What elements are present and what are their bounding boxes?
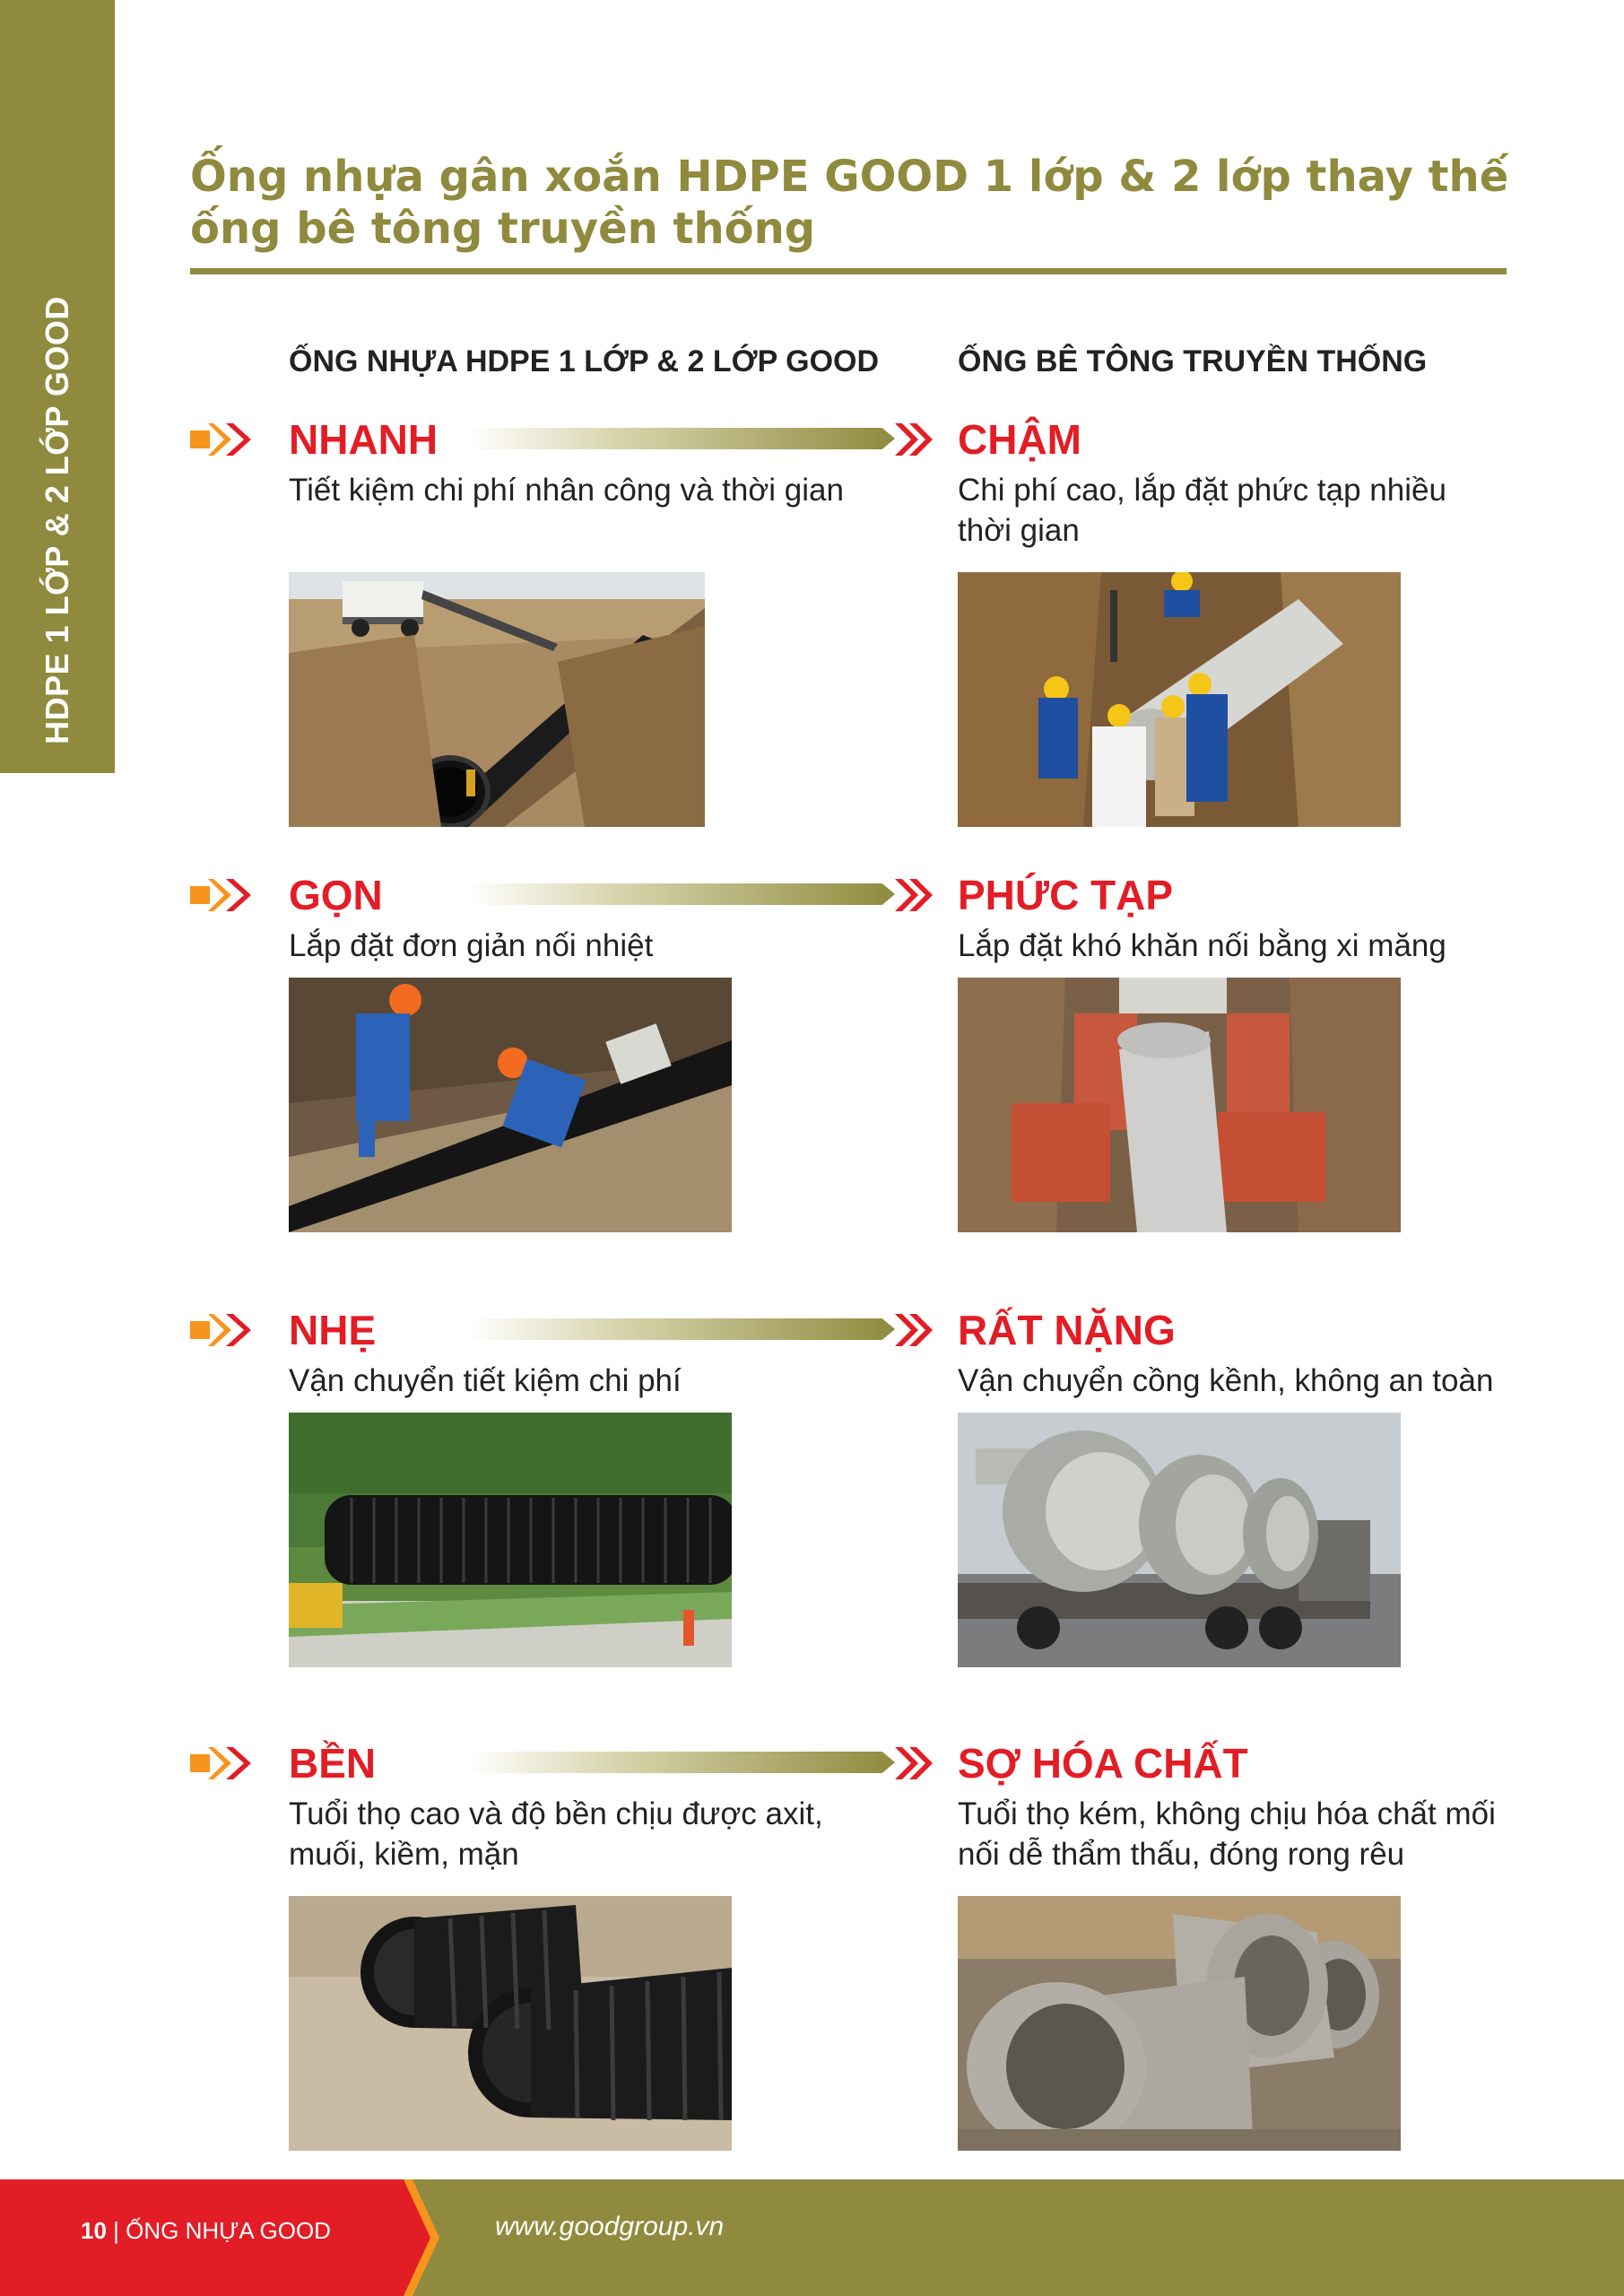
- double-chevron-icon: [895, 1747, 934, 1779]
- page-title: [190, 151, 1517, 255]
- right-description: Chi phí cao, lắp đặt phức tạp nhiều thời gian: [958, 473, 1446, 548]
- footer-separator: |: [113, 2217, 119, 2244]
- title-line-1: Ống nhựa gân xoắn HDPE GOOD 1 lớp & 2 lớp thay thế: [190, 152, 1509, 202]
- gradient-arrow-bar: [466, 1318, 895, 1340]
- gradient-arrow-bar: [466, 428, 895, 449]
- left-keyword: NHANH: [289, 416, 439, 463]
- sidebar-label: HDPE 1 LỚP & 2 LỚP GOOD: [39, 296, 75, 744]
- hdpe-pipe-welding-photo: [289, 978, 732, 1232]
- title-line-2: ống bê tông truyền thống: [190, 204, 816, 254]
- broken-concrete-pipes-photo: [958, 1896, 1401, 2151]
- title-divider: [190, 268, 1507, 274]
- right-description: Vận chuyển cồng kềnh, không an toàn: [958, 1363, 1494, 1398]
- footer-page-info: [81, 2217, 331, 2245]
- right-keyword: SỢ HÓA CHẤT: [958, 1740, 1248, 1787]
- page-number: 10: [81, 2217, 107, 2244]
- gradient-arrow-bar: [466, 1752, 895, 1773]
- left-keyword: BỀN: [289, 1740, 377, 1787]
- double-chevron-arrow-icon: [190, 1747, 262, 1779]
- gradient-arrow-bar: [466, 883, 895, 905]
- left-description: Vận chuyển tiết kiệm chi phí: [289, 1363, 682, 1398]
- double-chevron-icon: [895, 423, 934, 456]
- left-description: Tiết kiệm chi phí nhân công và thời gian: [289, 473, 844, 508]
- double-chevron-arrow-icon: [190, 879, 262, 911]
- right-keyword: PHỨC TẠP: [958, 872, 1174, 918]
- right-description: Tuổi thọ kém, không chịu hóa chất mối nối dễ thẩm thấu, đóng rong rêu: [958, 1796, 1496, 1872]
- footer-website-link[interactable]: www.goodgroup.vn: [495, 2212, 725, 2241]
- concrete-pipe-bricks-photo: [958, 978, 1401, 1232]
- right-column-heading: ỐNG BÊ TÔNG TRUYỀN THỐNG: [958, 344, 1428, 378]
- left-keyword: GỌN: [289, 872, 383, 918]
- right-keyword: RẤT NẶNG: [958, 1307, 1176, 1353]
- left-description: Tuổi thọ cao và độ bền chịu được axit, muối, kiềm, mặn: [289, 1796, 823, 1872]
- concrete-pipe-workers-photo: [958, 572, 1401, 827]
- concrete-pipes-truck-photo: [958, 1413, 1401, 1667]
- left-column-heading: ỐNG NHỰA HDPE 1 LỚP & 2 LỚP GOOD: [289, 344, 880, 378]
- right-keyword: CHẬM: [958, 416, 1081, 463]
- double-chevron-arrow-icon: [190, 423, 262, 456]
- left-description: Lắp đặt đơn giản nối nhiệt: [289, 928, 654, 963]
- footer-section-label: ỐNG NHỰA GOOD: [126, 2217, 331, 2244]
- comparison-row-1: [0, 414, 1624, 827]
- hdpe-pipes-on-soil-photo: [289, 1896, 732, 2151]
- hdpe-pipe-trench-photo: [289, 572, 705, 827]
- comparison-row-3: [0, 1305, 1624, 1682]
- right-description: Lắp đặt khó khăn nối bằng xi măng: [958, 928, 1446, 963]
- left-keyword: NHẸ: [289, 1307, 377, 1353]
- double-chevron-icon: [895, 1314, 934, 1346]
- hdpe-pipe-lifted-photo: [289, 1413, 732, 1667]
- double-chevron-icon: [895, 879, 934, 911]
- comparison-row-4: [0, 1738, 1624, 2160]
- comparison-row-2: [0, 870, 1624, 1247]
- footer-chevron-icon: [395, 2179, 448, 2296]
- double-chevron-arrow-icon: [190, 1314, 262, 1346]
